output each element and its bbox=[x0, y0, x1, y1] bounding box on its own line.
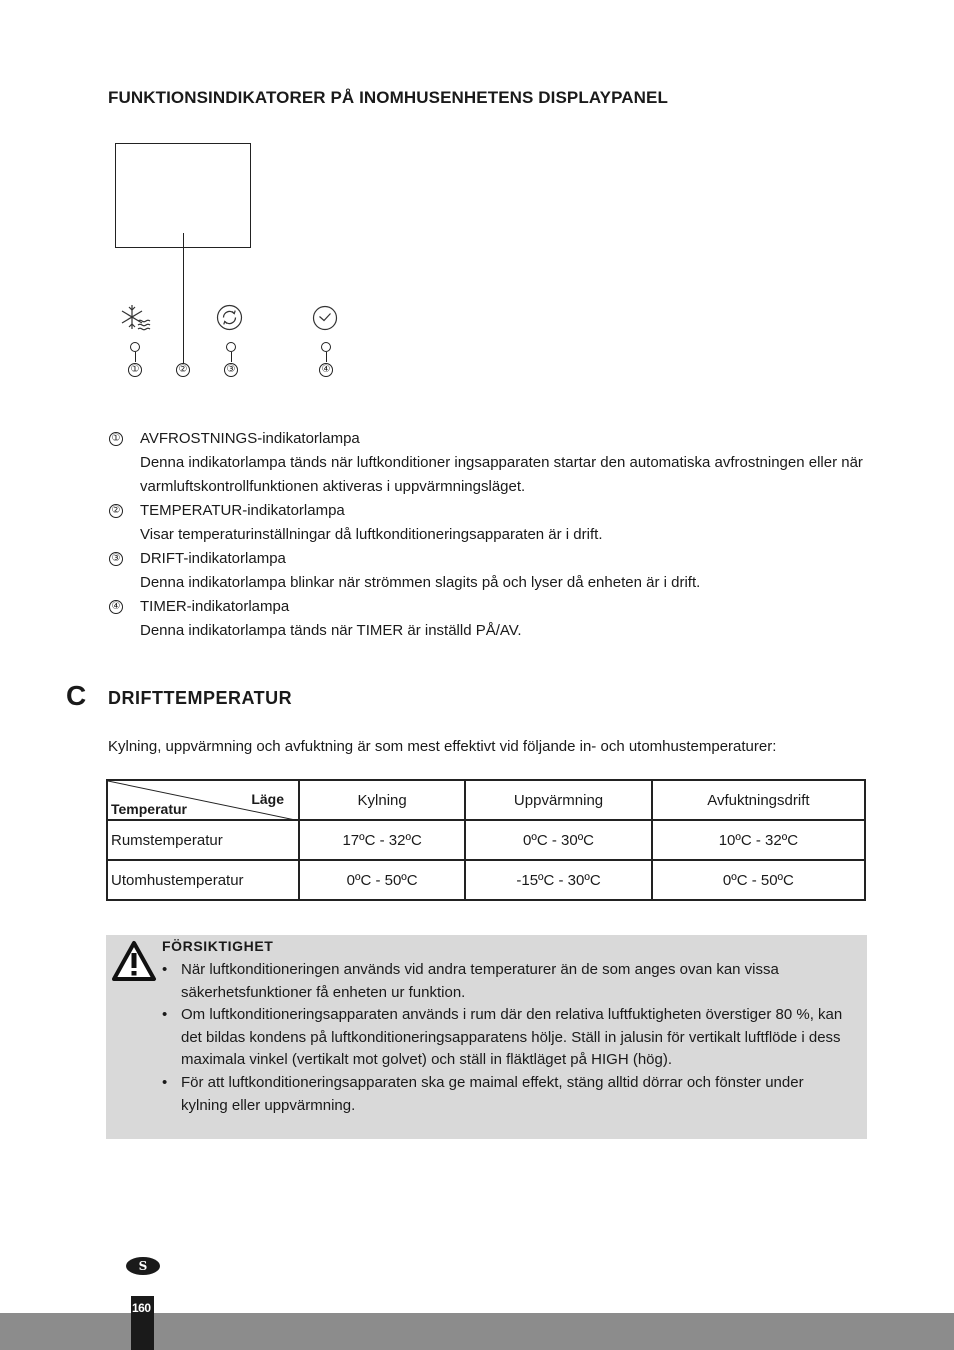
column-header: Avfuktningsdrift bbox=[652, 780, 865, 820]
table-cell: 10ºC - 32ºC bbox=[652, 820, 865, 860]
diagram-number-1: ① bbox=[128, 363, 142, 377]
table-row bbox=[107, 820, 865, 860]
column-header: Kylning bbox=[299, 780, 465, 820]
legend-number: ④ bbox=[109, 600, 123, 614]
table-cell: 17ºC - 32ºC bbox=[299, 820, 465, 860]
language-badge: S bbox=[126, 1257, 160, 1275]
legend-item bbox=[108, 595, 878, 643]
caution-item: • Om luftkonditioneringsapparaten används i rum där den relativa luftfuktigheten överstiger 80 %, kan det bildas kondens på luftkonditioneringsapparatens hölje. Ställ in jalusin för vertikalt luftflöde i dess maximala vinkel (vertikalt mot golvet) och ställ in fläktläget på HIGH (hög). bbox=[162, 1004, 852, 1072]
row-label: Utomhustemperatur bbox=[107, 860, 299, 900]
leader-line-3 bbox=[231, 352, 232, 362]
defrost-icon bbox=[119, 303, 151, 333]
page-heading: FUNKTIONSINDIKATORER PÅ INOMHUSENHETENS DISPLAYPANEL bbox=[108, 88, 668, 107]
caution-item: • För att luftkonditioneringsapparaten ska ge maimal effekt, stäng alltid dörrar och fönster under kylning eller uppvärmning. bbox=[162, 1072, 852, 1117]
legend-title: AVFROSTNINGS-indikatorlampa bbox=[140, 430, 360, 447]
operating-temperature-table bbox=[106, 779, 866, 901]
legend-title: TIMER-indikatorlampa bbox=[140, 598, 290, 615]
diagram-number-3: ③ bbox=[224, 363, 238, 377]
table-cell: 0ºC - 50ºC bbox=[652, 860, 865, 900]
indicator-lamp-3 bbox=[226, 342, 236, 352]
indicator-lamp-1 bbox=[130, 342, 140, 352]
legend-number: ③ bbox=[109, 552, 123, 566]
table-row bbox=[107, 860, 865, 900]
caution-box bbox=[106, 935, 867, 1139]
table-corner-cell bbox=[107, 780, 299, 820]
section-intro: Kylning, uppvärmning och avfuktning är som mest effektivt vid följande in- och utomhustemperaturer: bbox=[108, 738, 777, 755]
diagram-number-4: ④ bbox=[319, 363, 333, 377]
leader-line-4 bbox=[326, 352, 327, 362]
legend-item bbox=[108, 499, 878, 547]
legend-item bbox=[108, 427, 878, 499]
row-label: Rumstemperatur bbox=[107, 820, 299, 860]
warning-triangle-icon bbox=[111, 940, 157, 982]
table-header-row bbox=[107, 780, 865, 820]
legend-description: Denna indikatorlampa blinkar när strömmen slagits på och lyser då enheten är i drift. bbox=[140, 574, 701, 591]
indicator-lamp-4 bbox=[321, 342, 331, 352]
legend-description: Denna indikatorlampa tänds när TIMER är inställd PÅ/AV. bbox=[140, 622, 522, 639]
indicator-legend bbox=[108, 427, 878, 643]
legend-number: ① bbox=[109, 432, 123, 446]
corner-label-mode: Läge bbox=[251, 791, 284, 807]
table-cell: -15ºC - 30ºC bbox=[465, 860, 652, 900]
timer-icon bbox=[312, 305, 338, 331]
leader-line-1 bbox=[135, 352, 136, 362]
legend-title: TEMPERATUR-indikatorlampa bbox=[140, 502, 345, 519]
diagram-number-2: ② bbox=[176, 363, 190, 377]
section-title: DRIFTTEMPERATUR bbox=[108, 688, 293, 708]
leader-line-temperature bbox=[183, 233, 184, 365]
corner-label-temperature: Temperatur bbox=[111, 801, 187, 817]
caution-list bbox=[162, 959, 852, 1117]
operation-icon bbox=[216, 304, 243, 331]
legend-description: Denna indikatorlampa tänds när luftkonditioner ingsapparaten startar den automatiska avfrostningen eller när varmluftskontrollfunktionen aktiveras i uppvärmningsläget. bbox=[140, 454, 863, 495]
legend-item bbox=[108, 547, 878, 595]
legend-number: ② bbox=[109, 504, 123, 518]
caution-title: FÖRSIKTIGHET bbox=[162, 938, 274, 954]
section-letter: C bbox=[66, 680, 87, 711]
table-cell: 0ºC - 30ºC bbox=[465, 820, 652, 860]
legend-title: DRIFT-indikatorlampa bbox=[140, 550, 286, 567]
legend-description: Visar temperaturinställningar då luftkonditioneringsapparaten är i drift. bbox=[140, 526, 603, 543]
page-number: 160 bbox=[132, 1301, 151, 1315]
caution-item: • När luftkonditioneringen används vid andra temperaturer än de som anges ovan kan vissa säkerhetsfunktioner få enheten ur funktion. bbox=[162, 959, 852, 1004]
column-header: Uppvärmning bbox=[465, 780, 652, 820]
table-cell: 0ºC - 50ºC bbox=[299, 860, 465, 900]
